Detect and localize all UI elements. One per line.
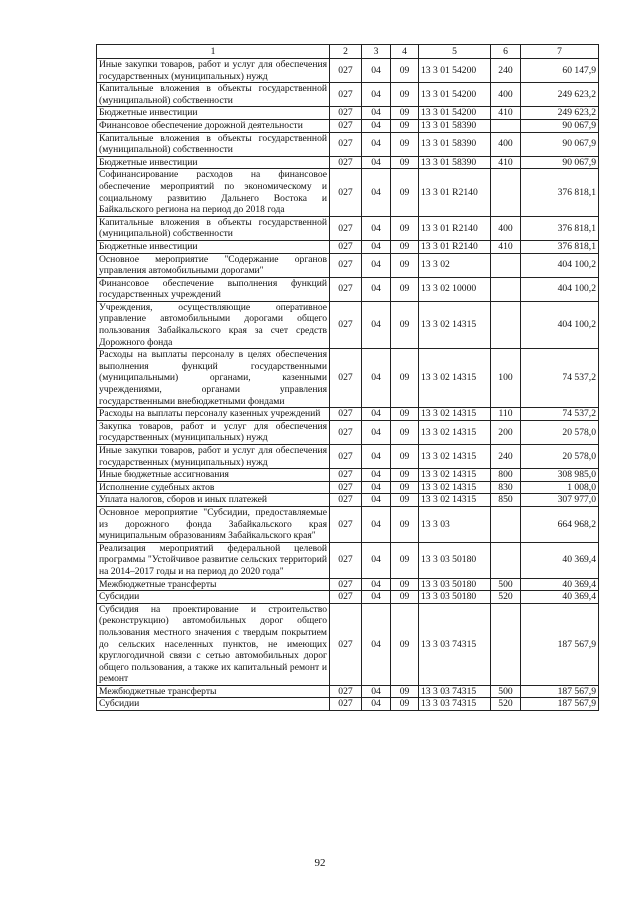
row-name-cell: Капитальные вложения в объекты государственной (муниципальной) собственности — [97, 216, 330, 240]
target-article-cell: 13 3 01 R2140 — [419, 240, 491, 253]
subsection-code-cell: 09 — [391, 107, 419, 120]
amount-cell: 249 623,2 — [521, 83, 599, 107]
target-article-cell: 13 3 01 58390 — [419, 156, 491, 169]
section-code-cell: 04 — [362, 83, 391, 107]
row-name-cell: Бюджетные инвестиции — [97, 156, 330, 169]
row-name-cell: Субсидии — [97, 698, 330, 711]
table-row — [97, 83, 599, 107]
subsection-code-cell: 09 — [391, 603, 419, 685]
section-code-cell: 04 — [362, 469, 391, 482]
amount-cell: 376 818,1 — [521, 169, 599, 216]
table-row — [97, 506, 599, 542]
expense-type-cell — [491, 277, 521, 301]
row-name-cell: Субсидия на проектирование и строительство (реконструкцию) автомобильных дорог общего пользования местного значения с твердым покрытием до сельских населенных пунктов, не имеющих круглогодичной связи с сетью автомобильных дорог общего пользования, а также их капитальный ремонт и ремонт — [97, 603, 330, 685]
table-header-row — [97, 45, 599, 59]
expense-type-cell: 500 — [491, 578, 521, 591]
expense-type-cell — [491, 603, 521, 685]
grbs-code-cell: 027 — [330, 132, 362, 156]
target-article-cell: 13 3 03 50180 — [419, 542, 491, 578]
target-article-cell: 13 3 03 50180 — [419, 578, 491, 591]
grbs-code-cell: 027 — [330, 253, 362, 277]
subsection-code-cell: 09 — [391, 578, 419, 591]
section-code-cell: 04 — [362, 591, 391, 604]
section-code-cell: 04 — [362, 481, 391, 494]
target-article-cell: 13 3 02 14315 — [419, 494, 491, 507]
section-code-cell: 04 — [362, 107, 391, 120]
amount-cell: 90 067,9 — [521, 119, 599, 132]
grbs-code-cell: 027 — [330, 277, 362, 301]
section-code-cell: 04 — [362, 578, 391, 591]
expense-type-cell: 240 — [491, 59, 521, 83]
expense-type-cell: 400 — [491, 83, 521, 107]
expense-type-cell: 100 — [491, 349, 521, 408]
table-row — [97, 542, 599, 578]
row-name-cell: Субсидии — [97, 591, 330, 604]
section-code-cell: 04 — [362, 494, 391, 507]
subsection-code-cell: 09 — [391, 59, 419, 83]
column-header: 5 — [419, 45, 491, 59]
section-code-cell: 04 — [362, 156, 391, 169]
amount-cell: 187 567,9 — [521, 603, 599, 685]
table-row — [97, 59, 599, 83]
grbs-code-cell: 027 — [330, 494, 362, 507]
expense-type-cell: 800 — [491, 469, 521, 482]
row-name-cell: Финансовое обеспечение выполнения функций государственных учреждений — [97, 277, 330, 301]
column-header: 4 — [391, 45, 419, 59]
table-row — [97, 578, 599, 591]
table-row — [97, 169, 599, 216]
grbs-code-cell: 027 — [330, 216, 362, 240]
table-row — [97, 408, 599, 421]
expense-type-cell: 410 — [491, 240, 521, 253]
expense-type-cell — [491, 506, 521, 542]
expense-type-cell: 520 — [491, 591, 521, 604]
grbs-code-cell: 027 — [330, 698, 362, 711]
target-article-cell: 13 3 03 74315 — [419, 685, 491, 698]
expense-type-cell: 200 — [491, 420, 521, 444]
expense-type-cell — [491, 119, 521, 132]
column-header: 7 — [521, 45, 599, 59]
amount-cell: 376 818,1 — [521, 216, 599, 240]
amount-cell: 249 623,2 — [521, 107, 599, 120]
row-name-cell: Расходы на выплаты персоналу казенных учреждений — [97, 408, 330, 421]
table-row — [97, 603, 599, 685]
section-code-cell: 04 — [362, 277, 391, 301]
amount-cell: 74 537,2 — [521, 349, 599, 408]
section-code-cell: 04 — [362, 685, 391, 698]
section-code-cell: 04 — [362, 240, 391, 253]
row-name-cell: Иные закупки товаров, работ и услуг для обеспечения государственных (муниципальных) нужд — [97, 445, 330, 469]
table-row — [97, 216, 599, 240]
target-article-cell: 13 3 02 14315 — [419, 420, 491, 444]
section-code-cell: 04 — [362, 445, 391, 469]
amount-cell: 74 537,2 — [521, 408, 599, 421]
grbs-code-cell: 027 — [330, 420, 362, 444]
row-name-cell: Основное мероприятие "Субсидии, предоставляемые из дорожного фонда Забайкальского края муниципальным образованиям Забайкальского края" — [97, 506, 330, 542]
target-article-cell: 13 3 01 54200 — [419, 83, 491, 107]
row-name-cell: Бюджетные инвестиции — [97, 240, 330, 253]
column-header: 3 — [362, 45, 391, 59]
row-name-cell: Исполнение судебных актов — [97, 481, 330, 494]
table-row — [97, 277, 599, 301]
amount-cell: 664 968,2 — [521, 506, 599, 542]
amount-cell: 40 369,4 — [521, 542, 599, 578]
amount-cell: 90 067,9 — [521, 132, 599, 156]
amount-cell: 90 067,9 — [521, 156, 599, 169]
table-row — [97, 107, 599, 120]
section-code-cell: 04 — [362, 253, 391, 277]
grbs-code-cell: 027 — [330, 156, 362, 169]
subsection-code-cell: 09 — [391, 542, 419, 578]
expense-type-cell: 410 — [491, 107, 521, 120]
subsection-code-cell: 09 — [391, 698, 419, 711]
grbs-code-cell: 027 — [330, 591, 362, 604]
row-name-cell: Уплата налогов, сборов и иных платежей — [97, 494, 330, 507]
target-article-cell: 13 3 02 14315 — [419, 408, 491, 421]
grbs-code-cell: 027 — [330, 469, 362, 482]
table-row — [97, 253, 599, 277]
row-name-cell: Учреждения, осуществляющие оперативное управление автомобильными дорогами общего пользования Забайкальского края за счет средств Дорожного фонда — [97, 301, 330, 348]
row-name-cell: Основное мероприятие "Содержание органов управления автомобильными дорогами" — [97, 253, 330, 277]
table-row — [97, 591, 599, 604]
section-code-cell: 04 — [362, 698, 391, 711]
grbs-code-cell: 027 — [330, 169, 362, 216]
target-article-cell: 13 3 01 R2140 — [419, 169, 491, 216]
section-code-cell: 04 — [362, 59, 391, 83]
subsection-code-cell: 09 — [391, 253, 419, 277]
target-article-cell: 13 3 02 14315 — [419, 301, 491, 348]
amount-cell: 307 977,0 — [521, 494, 599, 507]
target-article-cell: 13 3 02 14315 — [419, 481, 491, 494]
amount-cell: 40 369,4 — [521, 591, 599, 604]
row-name-cell: Закупка товаров, работ и услуг для обеспечения государственных (муниципальных) нужд — [97, 420, 330, 444]
table-row — [97, 685, 599, 698]
budget-table — [96, 44, 599, 711]
row-name-cell: Межбюджетные трансферты — [97, 685, 330, 698]
row-name-cell: Межбюджетные трансферты — [97, 578, 330, 591]
grbs-code-cell: 027 — [330, 685, 362, 698]
grbs-code-cell: 027 — [330, 107, 362, 120]
subsection-code-cell: 09 — [391, 119, 419, 132]
subsection-code-cell: 09 — [391, 420, 419, 444]
target-article-cell: 13 3 01 R2140 — [419, 216, 491, 240]
section-code-cell: 04 — [362, 132, 391, 156]
section-code-cell: 04 — [362, 119, 391, 132]
expense-type-cell: 110 — [491, 408, 521, 421]
grbs-code-cell: 027 — [330, 578, 362, 591]
amount-cell: 20 578,0 — [521, 420, 599, 444]
expense-type-cell: 850 — [491, 494, 521, 507]
target-article-cell: 13 3 02 — [419, 253, 491, 277]
grbs-code-cell: 027 — [330, 603, 362, 685]
table-row — [97, 119, 599, 132]
table-row — [97, 481, 599, 494]
row-name-cell: Софинансирование расходов на финансовое обеспечение мероприятий по экономическому и социальному развитию Дальнего Востока и Байкальского региона на период до 2018 года — [97, 169, 330, 216]
target-article-cell: 13 3 02 14315 — [419, 445, 491, 469]
subsection-code-cell: 09 — [391, 685, 419, 698]
amount-cell: 404 100,2 — [521, 301, 599, 348]
grbs-code-cell: 027 — [330, 542, 362, 578]
subsection-code-cell: 09 — [391, 240, 419, 253]
table-row — [97, 240, 599, 253]
subsection-code-cell: 09 — [391, 277, 419, 301]
expense-type-cell: 830 — [491, 481, 521, 494]
target-article-cell: 13 3 01 54200 — [419, 59, 491, 83]
grbs-code-cell: 027 — [330, 408, 362, 421]
table-row — [97, 420, 599, 444]
target-article-cell: 13 3 03 — [419, 506, 491, 542]
subsection-code-cell: 09 — [391, 469, 419, 482]
row-name-cell: Иные закупки товаров, работ и услуг для обеспечения государственных (муниципальных) нужд — [97, 59, 330, 83]
subsection-code-cell: 09 — [391, 156, 419, 169]
section-code-cell: 04 — [362, 603, 391, 685]
subsection-code-cell: 09 — [391, 169, 419, 216]
amount-cell: 404 100,2 — [521, 253, 599, 277]
subsection-code-cell: 09 — [391, 216, 419, 240]
expense-type-cell: 400 — [491, 132, 521, 156]
expense-type-cell — [491, 253, 521, 277]
grbs-code-cell: 027 — [330, 240, 362, 253]
section-code-cell: 04 — [362, 169, 391, 216]
target-article-cell: 13 3 02 14315 — [419, 349, 491, 408]
page-number: 92 — [314, 857, 326, 869]
subsection-code-cell: 09 — [391, 132, 419, 156]
target-article-cell: 13 3 03 74315 — [419, 698, 491, 711]
amount-cell: 60 147,9 — [521, 59, 599, 83]
amount-cell: 187 567,9 — [521, 698, 599, 711]
expense-type-cell: 400 — [491, 216, 521, 240]
section-code-cell: 04 — [362, 349, 391, 408]
grbs-code-cell: 027 — [330, 301, 362, 348]
target-article-cell: 13 3 01 54200 — [419, 107, 491, 120]
subsection-code-cell: 09 — [391, 591, 419, 604]
grbs-code-cell: 027 — [330, 59, 362, 83]
grbs-code-cell: 027 — [330, 83, 362, 107]
target-article-cell: 13 3 01 58390 — [419, 132, 491, 156]
row-name-cell: Иные бюджетные ассигнования — [97, 469, 330, 482]
subsection-code-cell: 09 — [391, 506, 419, 542]
grbs-code-cell: 027 — [330, 445, 362, 469]
subsection-code-cell: 09 — [391, 301, 419, 348]
expense-type-cell — [491, 542, 521, 578]
expense-type-cell: 240 — [491, 445, 521, 469]
amount-cell: 404 100,2 — [521, 277, 599, 301]
row-name-cell: Реализация мероприятий федеральной целевой программы "Устойчивое развитие сельских территорий на 2014–2017 годы и на период до 2020 года" — [97, 542, 330, 578]
target-article-cell: 13 3 02 10000 — [419, 277, 491, 301]
column-header: 6 — [491, 45, 521, 59]
section-code-cell: 04 — [362, 301, 391, 348]
subsection-code-cell: 09 — [391, 481, 419, 494]
expense-type-cell — [491, 169, 521, 216]
section-code-cell: 04 — [362, 506, 391, 542]
table-row — [97, 301, 599, 348]
subsection-code-cell: 09 — [391, 408, 419, 421]
section-code-cell: 04 — [362, 408, 391, 421]
target-article-cell: 13 3 01 58390 — [419, 119, 491, 132]
target-article-cell: 13 3 02 14315 — [419, 469, 491, 482]
subsection-code-cell: 09 — [391, 349, 419, 408]
section-code-cell: 04 — [362, 216, 391, 240]
table-row — [97, 132, 599, 156]
row-name-cell: Бюджетные инвестиции — [97, 107, 330, 120]
table-row — [97, 156, 599, 169]
grbs-code-cell: 027 — [330, 349, 362, 408]
table-row — [97, 494, 599, 507]
amount-cell: 308 985,0 — [521, 469, 599, 482]
grbs-code-cell: 027 — [330, 481, 362, 494]
subsection-code-cell: 09 — [391, 83, 419, 107]
section-code-cell: 04 — [362, 420, 391, 444]
row-name-cell: Финансовое обеспечение дорожной деятельности — [97, 119, 330, 132]
amount-cell: 40 369,4 — [521, 578, 599, 591]
expense-type-cell: 500 — [491, 685, 521, 698]
table-row — [97, 469, 599, 482]
table-row — [97, 698, 599, 711]
target-article-cell: 13 3 03 50180 — [419, 591, 491, 604]
amount-cell: 20 578,0 — [521, 445, 599, 469]
subsection-code-cell: 09 — [391, 494, 419, 507]
grbs-code-cell: 027 — [330, 506, 362, 542]
grbs-code-cell: 027 — [330, 119, 362, 132]
amount-cell: 376 818,1 — [521, 240, 599, 253]
amount-cell: 1 008,0 — [521, 481, 599, 494]
target-article-cell: 13 3 03 74315 — [419, 603, 491, 685]
row-name-cell: Капитальные вложения в объекты государственной (муниципальной) собственности — [97, 83, 330, 107]
table-row — [97, 445, 599, 469]
expense-type-cell: 520 — [491, 698, 521, 711]
expense-type-cell: 410 — [491, 156, 521, 169]
amount-cell: 187 567,9 — [521, 685, 599, 698]
row-name-cell: Капитальные вложения в объекты государственной (муниципальной) собственности — [97, 132, 330, 156]
column-header: 1 — [97, 45, 330, 59]
section-code-cell: 04 — [362, 542, 391, 578]
table-row — [97, 349, 599, 408]
row-name-cell: Расходы на выплаты персоналу в целях обеспечения выполнения функций государственными (муниципальными) органами, казенными учреждениями, органами управления государственными внебюджетными фондами — [97, 349, 330, 408]
column-header: 2 — [330, 45, 362, 59]
subsection-code-cell: 09 — [391, 445, 419, 469]
expense-type-cell — [491, 301, 521, 348]
